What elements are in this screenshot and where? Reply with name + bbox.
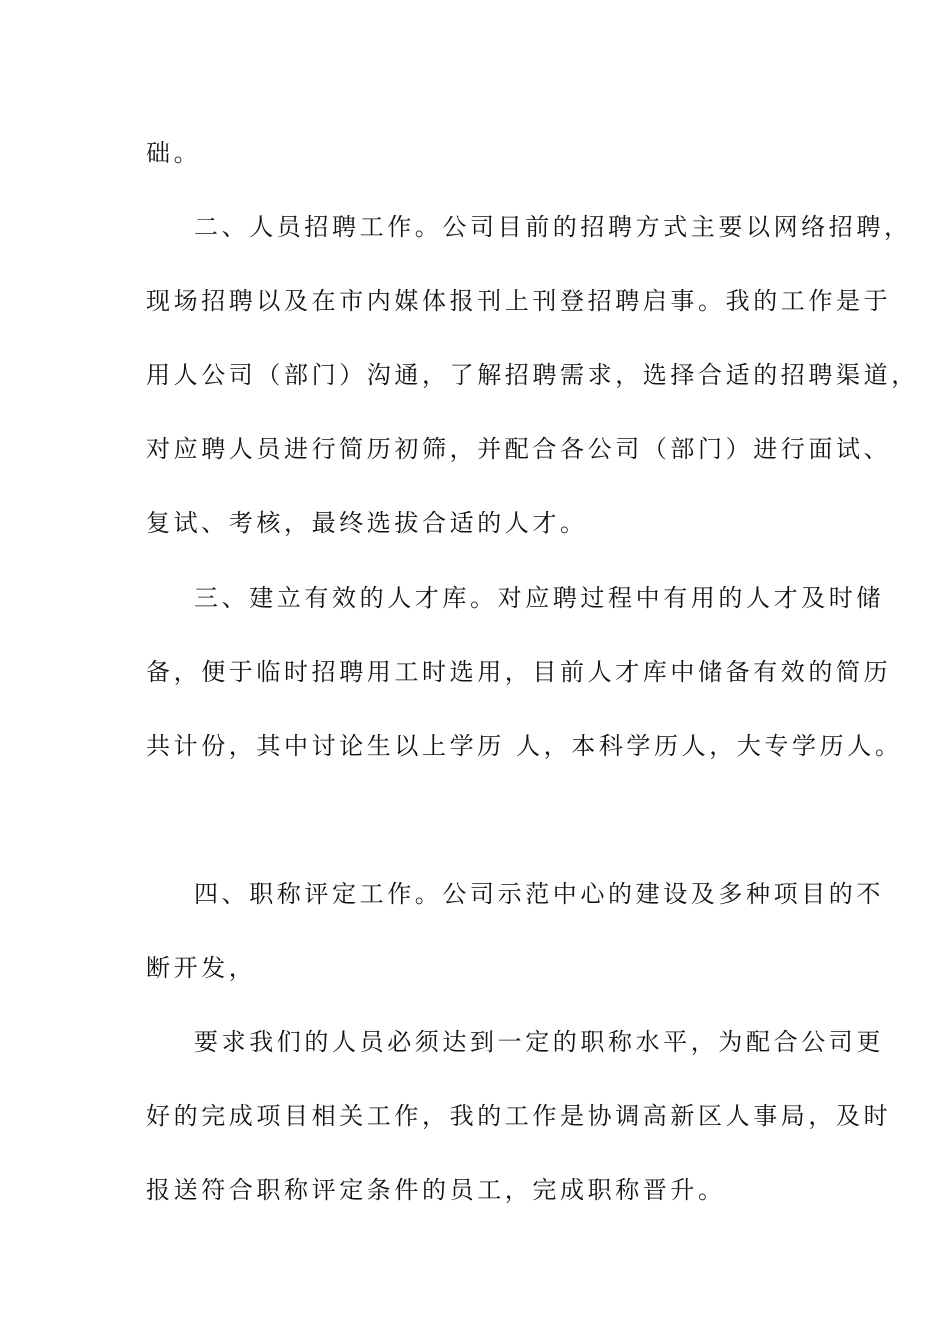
text-line: 础。 [146,139,202,167]
section-heading-recruitment: 二、人员招聘工作。公司目前的招聘方式主要以网络招聘， [194,213,912,241]
text-line: 用人公司（部门）沟通，了解招聘需求，选择合适的招聘渠道， [146,361,919,389]
section-heading-talent-pool: 三、建立有效的人才库。对应聘过程中有用的人才及时储 [194,584,884,612]
text-line: 备，便于临时招聘用工时选用，目前人才库中储备有效的简历 [146,658,892,686]
text-line: 共计份，其中讨论生以上学历 人，本科学历人，大专学历人。 [146,732,903,760]
text-line: 对应聘人员进行简历初筛，并配合各公司（部门）进行面试、 [146,435,892,463]
text-line: 报送符合职称评定条件的员工，完成职称晋升。 [146,1176,726,1204]
section-heading-title-evaluation: 四、职称评定工作。公司示范中心的建设及多种项目的不 [194,880,884,908]
text-line: 现场招聘以及在市内媒体报刊上刊登招聘启事。我的工作是于 [146,287,892,315]
text-line: 好的完成项目相关工作，我的工作是协调高新区人事局，及时 [146,1102,892,1130]
text-line: 断开发， [146,954,257,982]
text-line: 要求我们的人员必须达到一定的职称水平，为配合公司更 [194,1028,884,1056]
text-line: 复试、考核，最终选拔合适的人才。 [146,509,588,537]
